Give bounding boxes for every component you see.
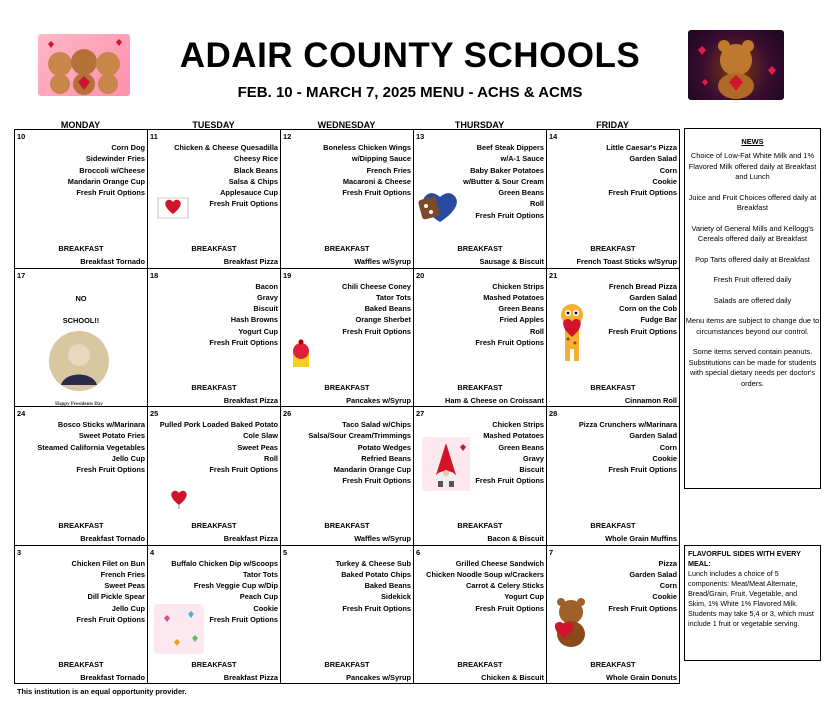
breakfast-label: BREAKFAST [191, 521, 237, 530]
menu-item: French Fries [100, 569, 145, 579]
menu-item: Fresh Fruit Options [475, 476, 544, 486]
menu-item: Fresh Fruit Options [342, 603, 411, 613]
menu-item: Boneless Chicken Wings [323, 143, 411, 152]
day-date: 12 [283, 132, 292, 141]
day-date: 19 [283, 270, 292, 280]
menu-item: Fresh Fruit Options [342, 188, 411, 198]
menu-item: Fresh Fruit Options [608, 188, 677, 198]
gnome-image [422, 437, 470, 493]
header [0, 0, 828, 120]
menu-items [579, 419, 677, 475]
breakfast-item: Ham & Cheese on Croissant [445, 395, 544, 405]
day-header-friday: FRIDAY [596, 120, 629, 130]
menu-item: Cookie [652, 176, 677, 186]
day-date: 11 [150, 132, 158, 141]
candy-heart-image [416, 188, 464, 226]
footer-text: This institution is an equal opportunity provider. [17, 687, 187, 696]
menu-item: Fresh Fruit Options [209, 199, 278, 209]
menu-item: Green Beans [498, 188, 544, 198]
day-cell [281, 269, 414, 408]
menu-item: Yogurt Cup [504, 592, 544, 602]
breakfast-item: Whole Grain Donuts [605, 672, 677, 682]
day-cell [148, 269, 281, 408]
menu-item: NO [75, 293, 87, 303]
menu-item: Fudge Bar [640, 315, 677, 325]
menu-item: Roll [530, 199, 544, 209]
menu-item: Fried Apples [499, 315, 544, 325]
menu-item: Orange Sherbet [355, 315, 411, 325]
breakfast-label: BREAKFAST [457, 382, 503, 392]
menu-item: Potato Wedges [357, 442, 411, 452]
teddy-bear-image [551, 596, 591, 650]
menu-item: Sweet Peas [104, 581, 145, 591]
breakfast-label: BREAKFAST [191, 659, 237, 669]
day-date: 24 [17, 409, 26, 418]
menu-item: Refried Beans [361, 453, 411, 463]
menu-item: Tator Tots [375, 292, 411, 302]
day-date: 18 [150, 270, 159, 280]
menu-item: Fresh Fruit Options [608, 603, 677, 613]
news-paragraph: Juice and Fruit Choices offered daily at Breakfast [688, 192, 817, 212]
menu-item: Bosco Sticks w/Marinara [57, 420, 145, 429]
breakfast-label: BREAKFAST [324, 382, 370, 392]
menu-item: Cheesy Rice [234, 154, 278, 164]
news-title: NEWS [741, 137, 764, 146]
menu-item: Green Beans [498, 304, 544, 314]
day-date: 27 [416, 409, 425, 418]
menu-item: Sweet Peas [237, 442, 278, 452]
menu-item: Roll [264, 453, 278, 463]
menu-item: Black Beans [234, 165, 278, 175]
menu-item: Fresh Fruit Options [342, 476, 411, 486]
breakfast-label: BREAKFAST [590, 659, 636, 669]
menu-items [342, 281, 411, 337]
menu-item: Corn [659, 581, 677, 591]
week-row [15, 130, 680, 269]
presidents-day-image [47, 329, 111, 411]
menu-items [323, 142, 411, 198]
breakfast-item: Waffles w/Syrup [354, 534, 411, 543]
menu-item: Cole Slaw [243, 431, 278, 441]
menu-item: w/Butter & Sour Cream [463, 176, 544, 186]
breakfast-item: Breakfast Tornado [80, 257, 145, 266]
day-cell [15, 407, 148, 546]
menu-item: Fresh Fruit Options [76, 614, 145, 624]
menu-item: Garden Salad [629, 431, 677, 441]
menu-item: Fresh Fruit Options [475, 210, 544, 220]
menu-item: Yogurt Cup [238, 326, 278, 336]
breakfast-label: BREAKFAST [324, 521, 370, 530]
menu-item: Chicken Strips [492, 420, 544, 429]
breakfast-label: BREAKFAST [58, 244, 104, 253]
menu-item: Biscuit [519, 465, 544, 475]
menu-item: Salsa/Sour Cream/Trimmings [308, 431, 411, 441]
day-cell [547, 546, 680, 685]
breakfast-label: BREAKFAST [457, 521, 503, 530]
menu-item: Fresh Fruit Options [76, 465, 145, 475]
breakfast-label: BREAKFAST [191, 382, 237, 392]
menu-item: Little Caesar's Pizza [606, 143, 677, 152]
menu-item: Turkey & Cheese Sub [335, 558, 411, 568]
cupcake-image [289, 339, 313, 371]
menu-item: Sidewinder Fries [85, 154, 145, 164]
breakfast-item: Waffles w/Syrup [354, 257, 411, 266]
sides-title: FLAVORFUL SIDES WITH EVERY MEAL: [688, 549, 801, 568]
menu-item: Cookie [652, 592, 677, 602]
day-date: 5 [283, 547, 288, 557]
page-subtitle: FEB. 10 - MARCH 7, 2025 MENU - ACHS & ACMS [237, 84, 583, 101]
day-date: 13 [416, 132, 425, 141]
day-header-thursday: THURSDAY [454, 120, 505, 130]
menu-items [608, 281, 677, 337]
menu-item: Chili Cheese Coney [342, 281, 411, 291]
breakfast-item: Pancakes w/Syrup [346, 672, 411, 682]
day-date: 7 [549, 547, 554, 557]
menu-item: Jello Cup [111, 453, 145, 463]
giraffe-image [551, 299, 593, 367]
menu-item: Bacon [255, 281, 278, 291]
day-date: 3 [17, 547, 22, 557]
day-header-tuesday: TUESDAY [192, 120, 235, 130]
menu-items [68, 142, 145, 198]
breakfast-label: BREAKFAST [58, 659, 104, 669]
sides-body: Lunch includes a choice of 5 components: Meat/Meat Alternate, Bread/Grain, Fruit, Vegetable, and Skim, 1% White 1% Flavored Milk. [688, 569, 798, 608]
day-date: 4 [150, 547, 155, 557]
menu-items [475, 281, 544, 349]
day-cell [547, 407, 680, 546]
breakfast-item: Sausage & Biscuit [479, 257, 544, 266]
menu-item: Jello Cup [111, 603, 145, 613]
menu-item: Corn on the Cob [619, 304, 677, 314]
menu-item: Carrot & Celery Sticks [465, 581, 544, 591]
menu-item: Buffalo Chicken Dip w/Scoops [171, 558, 278, 568]
menu-item: Beef Steak Dippers [476, 143, 544, 152]
breakfast-item: Whole Grain Muffins [605, 534, 677, 543]
menu-items [608, 558, 677, 614]
day-cell [547, 130, 680, 269]
menu-items [209, 281, 278, 349]
menu-item: Chicken Noodle Soup w/Crackers [426, 569, 544, 579]
day-cell [148, 407, 281, 546]
breakfast-label: BREAKFAST [324, 659, 370, 669]
breakfast-item: Breakfast Tornado [80, 672, 145, 682]
menu-item: Gravy [257, 292, 278, 302]
day-cell [148, 546, 281, 685]
menu-items [160, 419, 278, 475]
day-cell [414, 130, 547, 269]
news-paragraph: Menu items are subject to change due to circumstances beyond our control. [685, 316, 820, 336]
menu-item: Fresh Veggie Cup w/Dip [193, 581, 278, 591]
menu-item: Mandarin Orange Cup [67, 176, 145, 186]
menu-item [15, 304, 147, 315]
menu-item: Baby Baker Potatoes [470, 165, 544, 175]
news-paragraph: Some items served contain peanuts. Substitutions can be made for students with special dietary needs per doctor's orders. [688, 347, 817, 388]
day-date: 14 [549, 132, 558, 141]
news-paragraph: Choice of Low-Fat White Milk and 1% Flavored Milk offered daily at Breakfast and Lunch [688, 151, 817, 181]
menu-item: Fresh Fruit Options [608, 326, 677, 336]
menu-items [15, 293, 147, 327]
breakfast-label: BREAKFAST [191, 244, 237, 253]
menu-item: Peach Cup [239, 592, 278, 602]
menu-items [336, 558, 411, 614]
breakfast-item: Cinnamon Roll [624, 395, 677, 405]
menu-calendar [14, 129, 680, 684]
menu-items [606, 142, 677, 198]
menu-item: Cookie [253, 603, 278, 613]
day-cell [414, 407, 547, 546]
menu-item: French Fries [366, 165, 411, 175]
menu-item: Roll [530, 326, 544, 336]
menu-items [72, 558, 146, 626]
heart-envelope-image [156, 192, 190, 224]
day-header-wednesday: WEDNESDAY [317, 120, 376, 130]
sides-note: Students may take 5,4 or 3, which must include 1 fruit or vegetable serving. [688, 609, 814, 628]
breakfast-item: Bacon & Biscuit [487, 534, 544, 543]
menu-item: Garden Salad [629, 292, 677, 302]
breakfast-label: BREAKFAST [590, 382, 636, 392]
breakfast-label: BREAKFAST [324, 244, 370, 253]
news-paragraph: Variety of General Mills and Kellogg's Cereals offered daily at Breakfast [691, 223, 814, 243]
breakfast-item: Breakfast Pizza [223, 534, 278, 543]
menu-item: Dill Pickle Spear [87, 592, 145, 602]
week-row [15, 546, 680, 685]
menu-items [463, 142, 544, 221]
conversation-hearts-image [154, 604, 204, 656]
page-title: ADAIR COUNTY SCHOOLS [179, 36, 641, 75]
menu-item: Baked Beans [364, 304, 411, 314]
menu-item: Steamed California Vegetables [37, 442, 145, 452]
day-date: 20 [416, 270, 425, 280]
menu-item: Pizza Crunchers w/Marinara [578, 420, 677, 429]
menu-item: w/Dipping Sauce [351, 154, 411, 164]
menu-item: Corn [659, 442, 677, 452]
breakfast-item: Breakfast Pizza [223, 395, 278, 405]
menu-item: French Bread Pizza [608, 281, 677, 291]
day-cell [281, 546, 414, 685]
day-date: 10 [17, 132, 26, 141]
teddy-bears-image [38, 34, 130, 96]
menu-items [308, 419, 411, 487]
breakfast-label: BREAKFAST [58, 521, 104, 530]
menu-item: Chicken & Cheese Quesadilla [174, 143, 278, 152]
menu-items [475, 419, 544, 487]
menu-item: Fresh Fruit Options [475, 337, 544, 347]
menu-item: Macaroni & Cheese [342, 176, 411, 186]
menu-item: Green Beans [498, 442, 544, 452]
news-box [684, 128, 821, 489]
day-cell [547, 269, 680, 408]
menu-item: Biscuit [253, 304, 278, 314]
day-cell [15, 269, 148, 408]
breakfast-label: BREAKFAST [457, 659, 503, 669]
menu-item: Broccoli w/Cheese [79, 165, 145, 175]
breakfast-item: Breakfast Pizza [223, 257, 278, 266]
svg-text:Happy Presidents Day: Happy Presidents Day [55, 401, 103, 407]
heart-balloon-image [168, 485, 190, 511]
breakfast-label: BREAKFAST [590, 244, 636, 253]
menu-item: Fresh Fruit Options [342, 326, 411, 336]
menu-item: Sidekick [381, 592, 411, 602]
news-paragraph: Pop Tarts offered daily at Breakfast [695, 254, 810, 264]
menu-item: Cookie [652, 453, 677, 463]
menu-item: SCHOOL!! [62, 316, 100, 326]
week-row [15, 269, 680, 408]
week-row [15, 407, 680, 546]
menu-items [426, 558, 544, 614]
menu-item: Gravy [523, 453, 544, 463]
day-date: 17 [17, 270, 26, 280]
breakfast-item: Pancakes w/Syrup [346, 395, 411, 405]
day-cell [15, 130, 148, 269]
menu-item: Taco Salad w/Chips [342, 420, 411, 429]
day-cell [281, 407, 414, 546]
day-date: 21 [549, 270, 558, 280]
day-cell [414, 269, 547, 408]
menu-item: Sweet Potato Fries [78, 431, 145, 441]
day-cell [148, 130, 281, 269]
menu-item: Baked Beans [364, 581, 411, 591]
menu-item: w/A-1 Sauce [500, 154, 544, 164]
menu-items [37, 419, 145, 475]
menu-item: Fresh Fruit Options [608, 465, 677, 475]
day-cell [414, 546, 547, 685]
menu-item: Fresh Fruit Options [209, 337, 278, 347]
menu-item: Corn [659, 165, 677, 175]
news-paragraph: Fresh Fruit offered daily [713, 275, 792, 284]
teddy-bear-hearts-image [688, 30, 784, 100]
day-date: 28 [549, 409, 558, 418]
menu-item: Corn Dog [111, 143, 145, 152]
menu-item: Fresh Fruit Options [209, 614, 278, 624]
menu-item: Mashed Potatoes [483, 431, 544, 441]
menu-item: Baked Potato Chips [341, 569, 411, 579]
menu-item: Grilled Cheese Sandwich [455, 558, 544, 568]
menu-item: Fresh Fruit Options [475, 603, 544, 613]
breakfast-item: French Toast Sticks w/Syrup [576, 257, 677, 266]
menu-item: Chicken Filet on Bun [71, 558, 145, 568]
news-paragraph: Salads are offered daily [713, 295, 792, 305]
menu-item: Mandarin Orange Cup [333, 465, 411, 475]
menu-item: Pizza [658, 558, 677, 568]
day-date: 26 [283, 409, 292, 418]
menu-item: Garden Salad [629, 569, 677, 579]
day-date: 25 [150, 409, 159, 418]
menu-item: Chicken Strips [492, 281, 544, 291]
menu-item: Tator Tots [242, 569, 278, 579]
day-date: 6 [416, 547, 421, 557]
breakfast-item: Breakfast Tornado [80, 534, 145, 543]
menu-item: Garden Salad [629, 154, 677, 164]
menu-item: Hash Browns [230, 315, 278, 325]
menu-item: Salsa & Chips [228, 176, 278, 186]
breakfast-label: BREAKFAST [590, 521, 636, 530]
sides-box [684, 545, 821, 661]
menu-item: Fresh Fruit Options [209, 465, 278, 475]
menu-item: Fresh Fruit Options [76, 188, 145, 198]
menu-item: Pulled Pork Loaded Baked Potato [159, 420, 278, 429]
day-cell [281, 130, 414, 269]
menu-item: Applesauce Cup [220, 188, 278, 198]
breakfast-label: BREAKFAST [457, 244, 503, 253]
day-cell [15, 546, 148, 685]
day-header-monday: MONDAY [60, 120, 101, 130]
menu-item: Mashed Potatoes [483, 292, 544, 302]
breakfast-item: Chicken & Biscuit [481, 672, 544, 682]
breakfast-item: Breakfast Pizza [223, 672, 278, 682]
